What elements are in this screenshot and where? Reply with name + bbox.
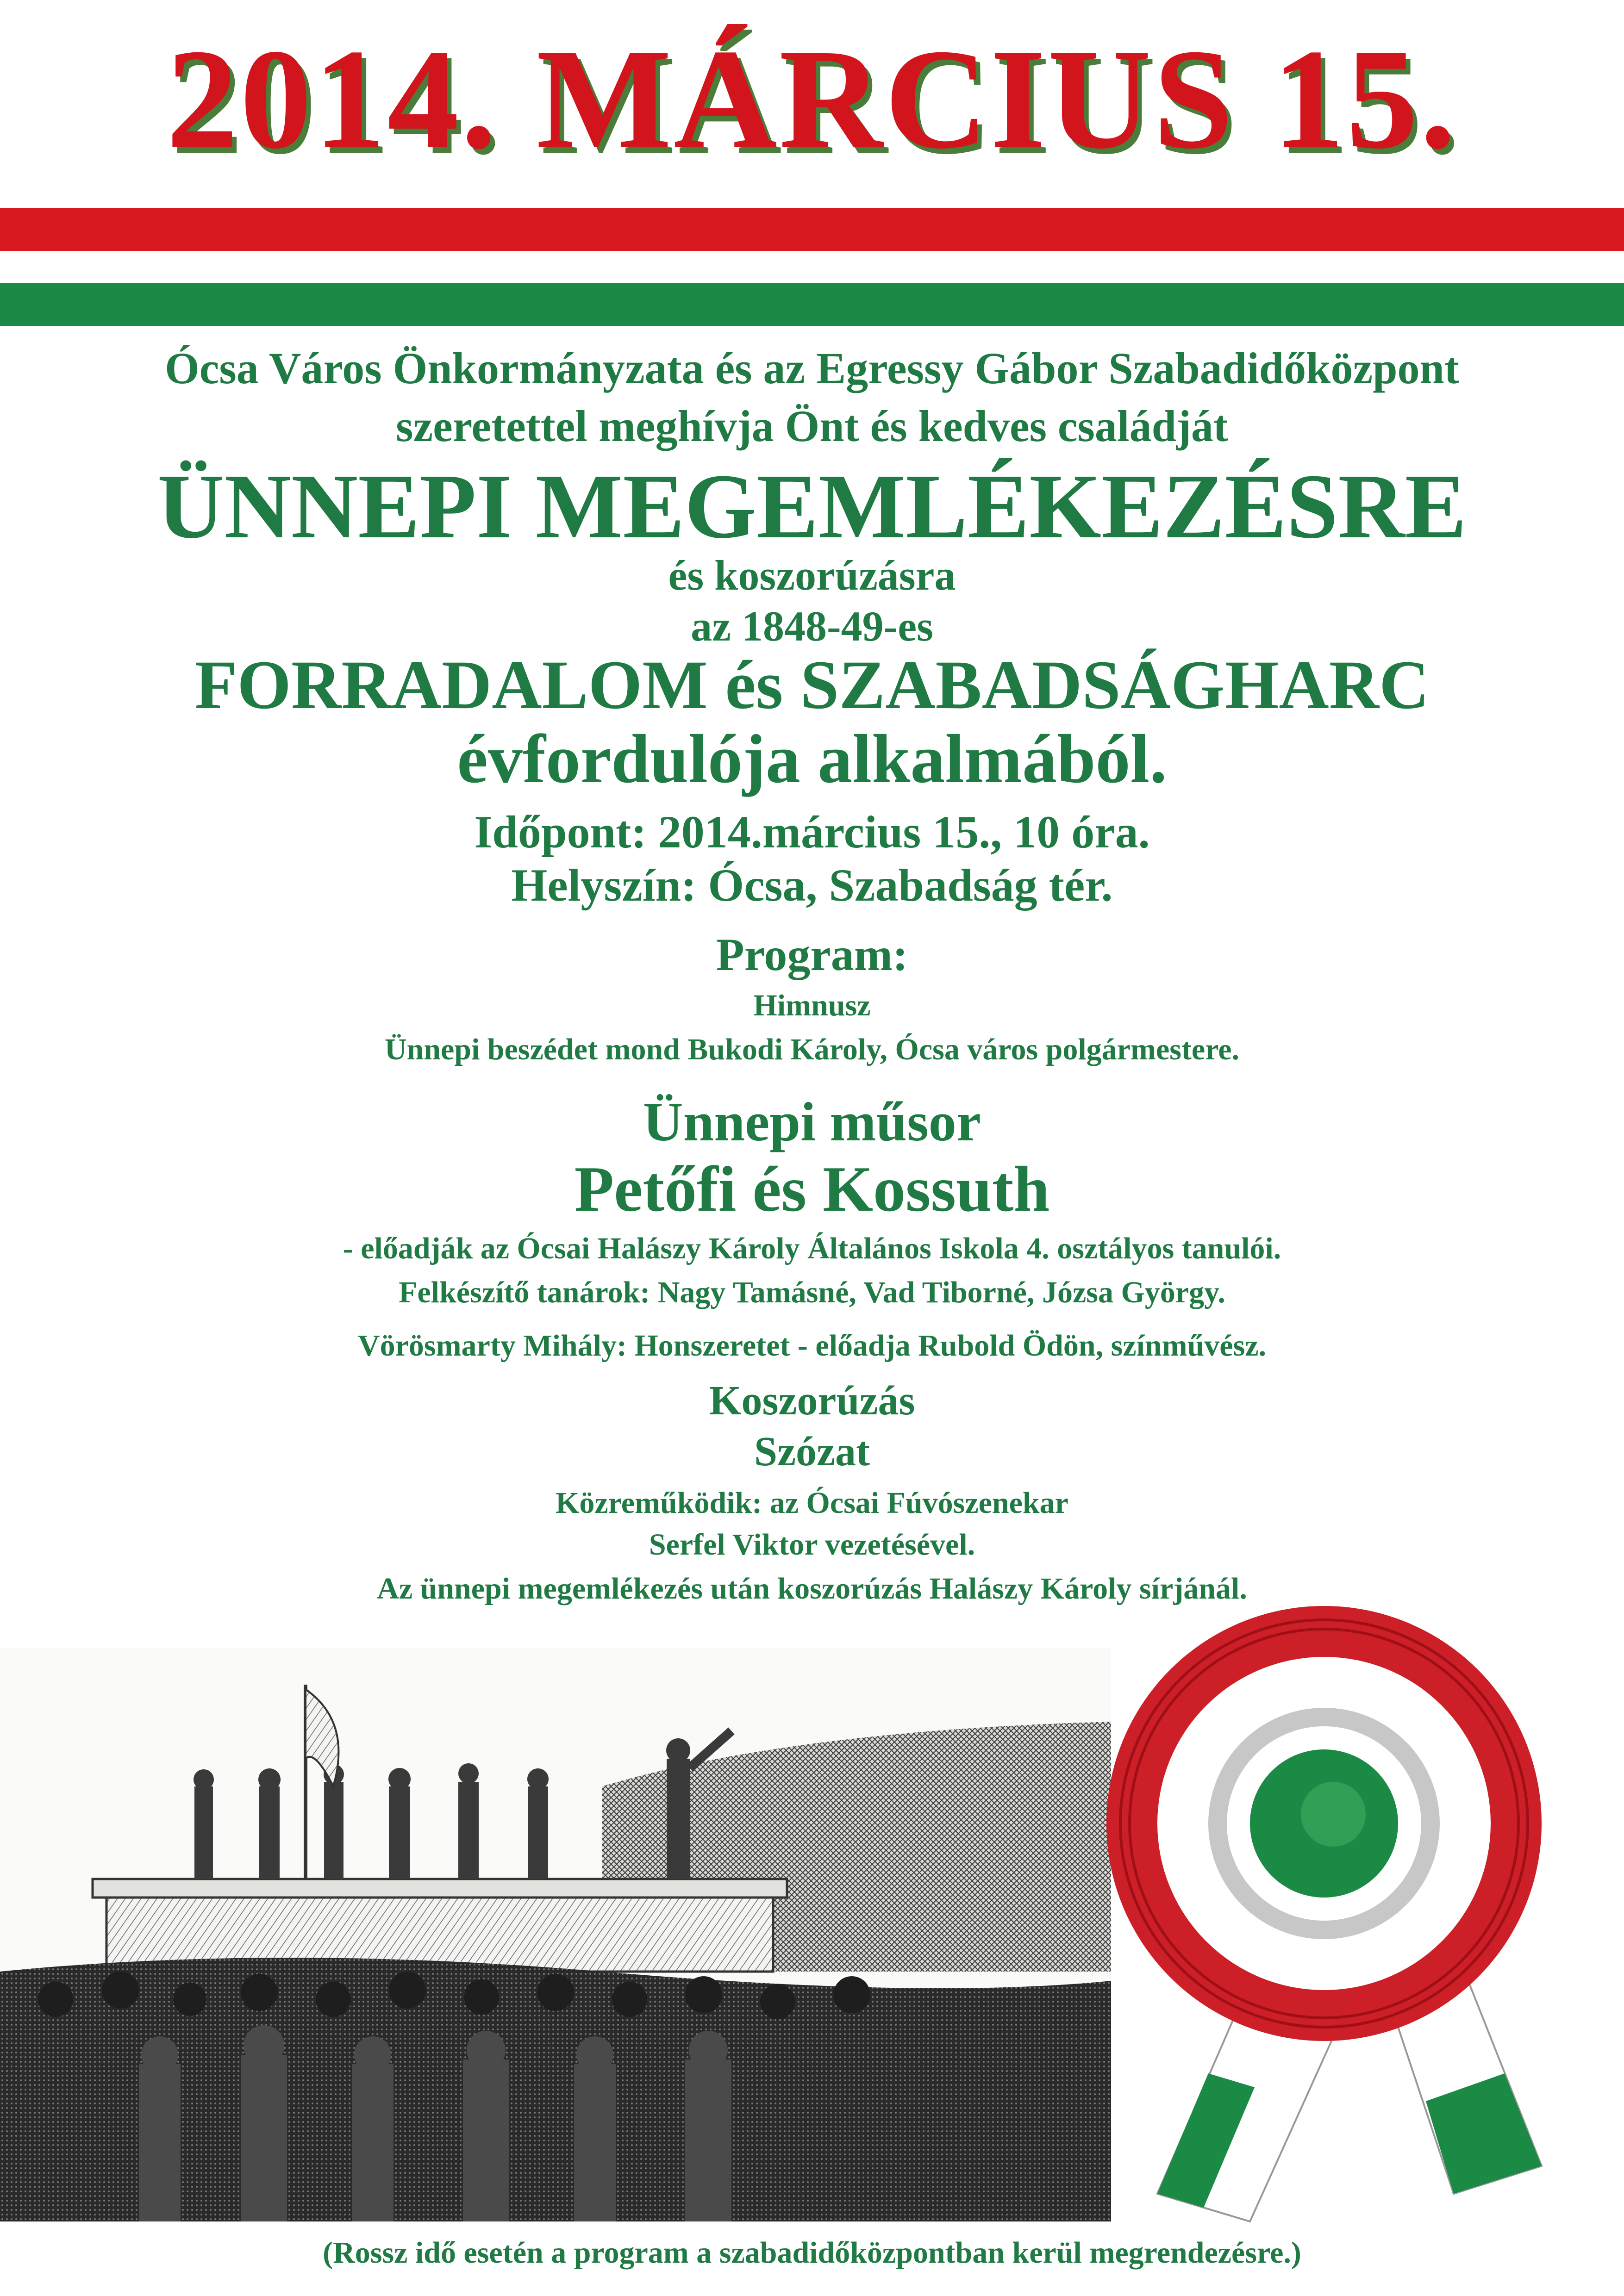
program-item: Ünnepi beszédet mond Bukodi Károly, Ócsa város polgármestere. — [384, 1033, 1240, 1066]
program-item: Himnusz — [753, 989, 871, 1022]
after-ceremony-line: Az ünnepi megemlékezés után koszorúzás Halászy Károly sírjánál. — [377, 1572, 1247, 1605]
event-subtitle-2: az 1848-49-es — [691, 603, 933, 650]
footnote: (Rossz idő esetén a program a szabadidőközpontban kerül megrendezésre.) — [323, 2236, 1301, 2270]
event-time: Időpont: 2014.március 15., 10 óra. — [474, 806, 1150, 858]
green-stripe — [0, 283, 1624, 326]
revolution-line: FORRADALOM és SZABADSÁGHARC — [194, 647, 1430, 723]
red-stripe — [0, 208, 1624, 251]
organizer-line: Ócsa Város Önkormányzata és az Egressy Gábor Szabadidőközpont — [165, 343, 1459, 393]
band-line: Közreműködik: az Ócsai Fúvószenekar — [556, 1486, 1068, 1520]
wreath-heading: Koszorúzás — [709, 1378, 915, 1424]
event-subtitle-1: és koszorúzásra — [668, 552, 956, 599]
szozat-heading: Szózat — [754, 1429, 870, 1475]
date-heading: 2014. MÁRCIUS 15. — [166, 20, 1458, 179]
anniversary-line: évfordulója alkalmából. — [457, 721, 1167, 797]
show-heading: Ünnepi műsor — [643, 1091, 981, 1152]
performers-line: - előadják az Ócsai Halászy Károly Általános Iskola 4. osztályos tanulói. — [343, 1232, 1281, 1265]
invite-line: szeretettel meghívja Önt és kedves családját — [396, 401, 1228, 451]
teachers-line: Felkészítő tanárok: Nagy Tamásné, Vad Tiborné, Józsa György. — [399, 1276, 1225, 1309]
event-place: Helyszín: Ócsa, Szabadság tér. — [511, 859, 1113, 911]
crowd-illustration — [0, 1648, 1111, 2221]
program-heading: Program: — [716, 929, 908, 980]
band-conductor-line: Serfel Viktor vezetésével. — [649, 1528, 975, 1562]
event-title: ÜNNEPI MEGEMLÉKEZÉSRE — [157, 455, 1467, 558]
show-title: Petőfi és Kossuth — [574, 1153, 1050, 1225]
poem-line: Vörösmarty Mihály: Honszeretet - előadja Rubold Ödön, színművész. — [357, 1329, 1267, 1363]
cockade-icon — [1083, 1583, 1546, 2231]
